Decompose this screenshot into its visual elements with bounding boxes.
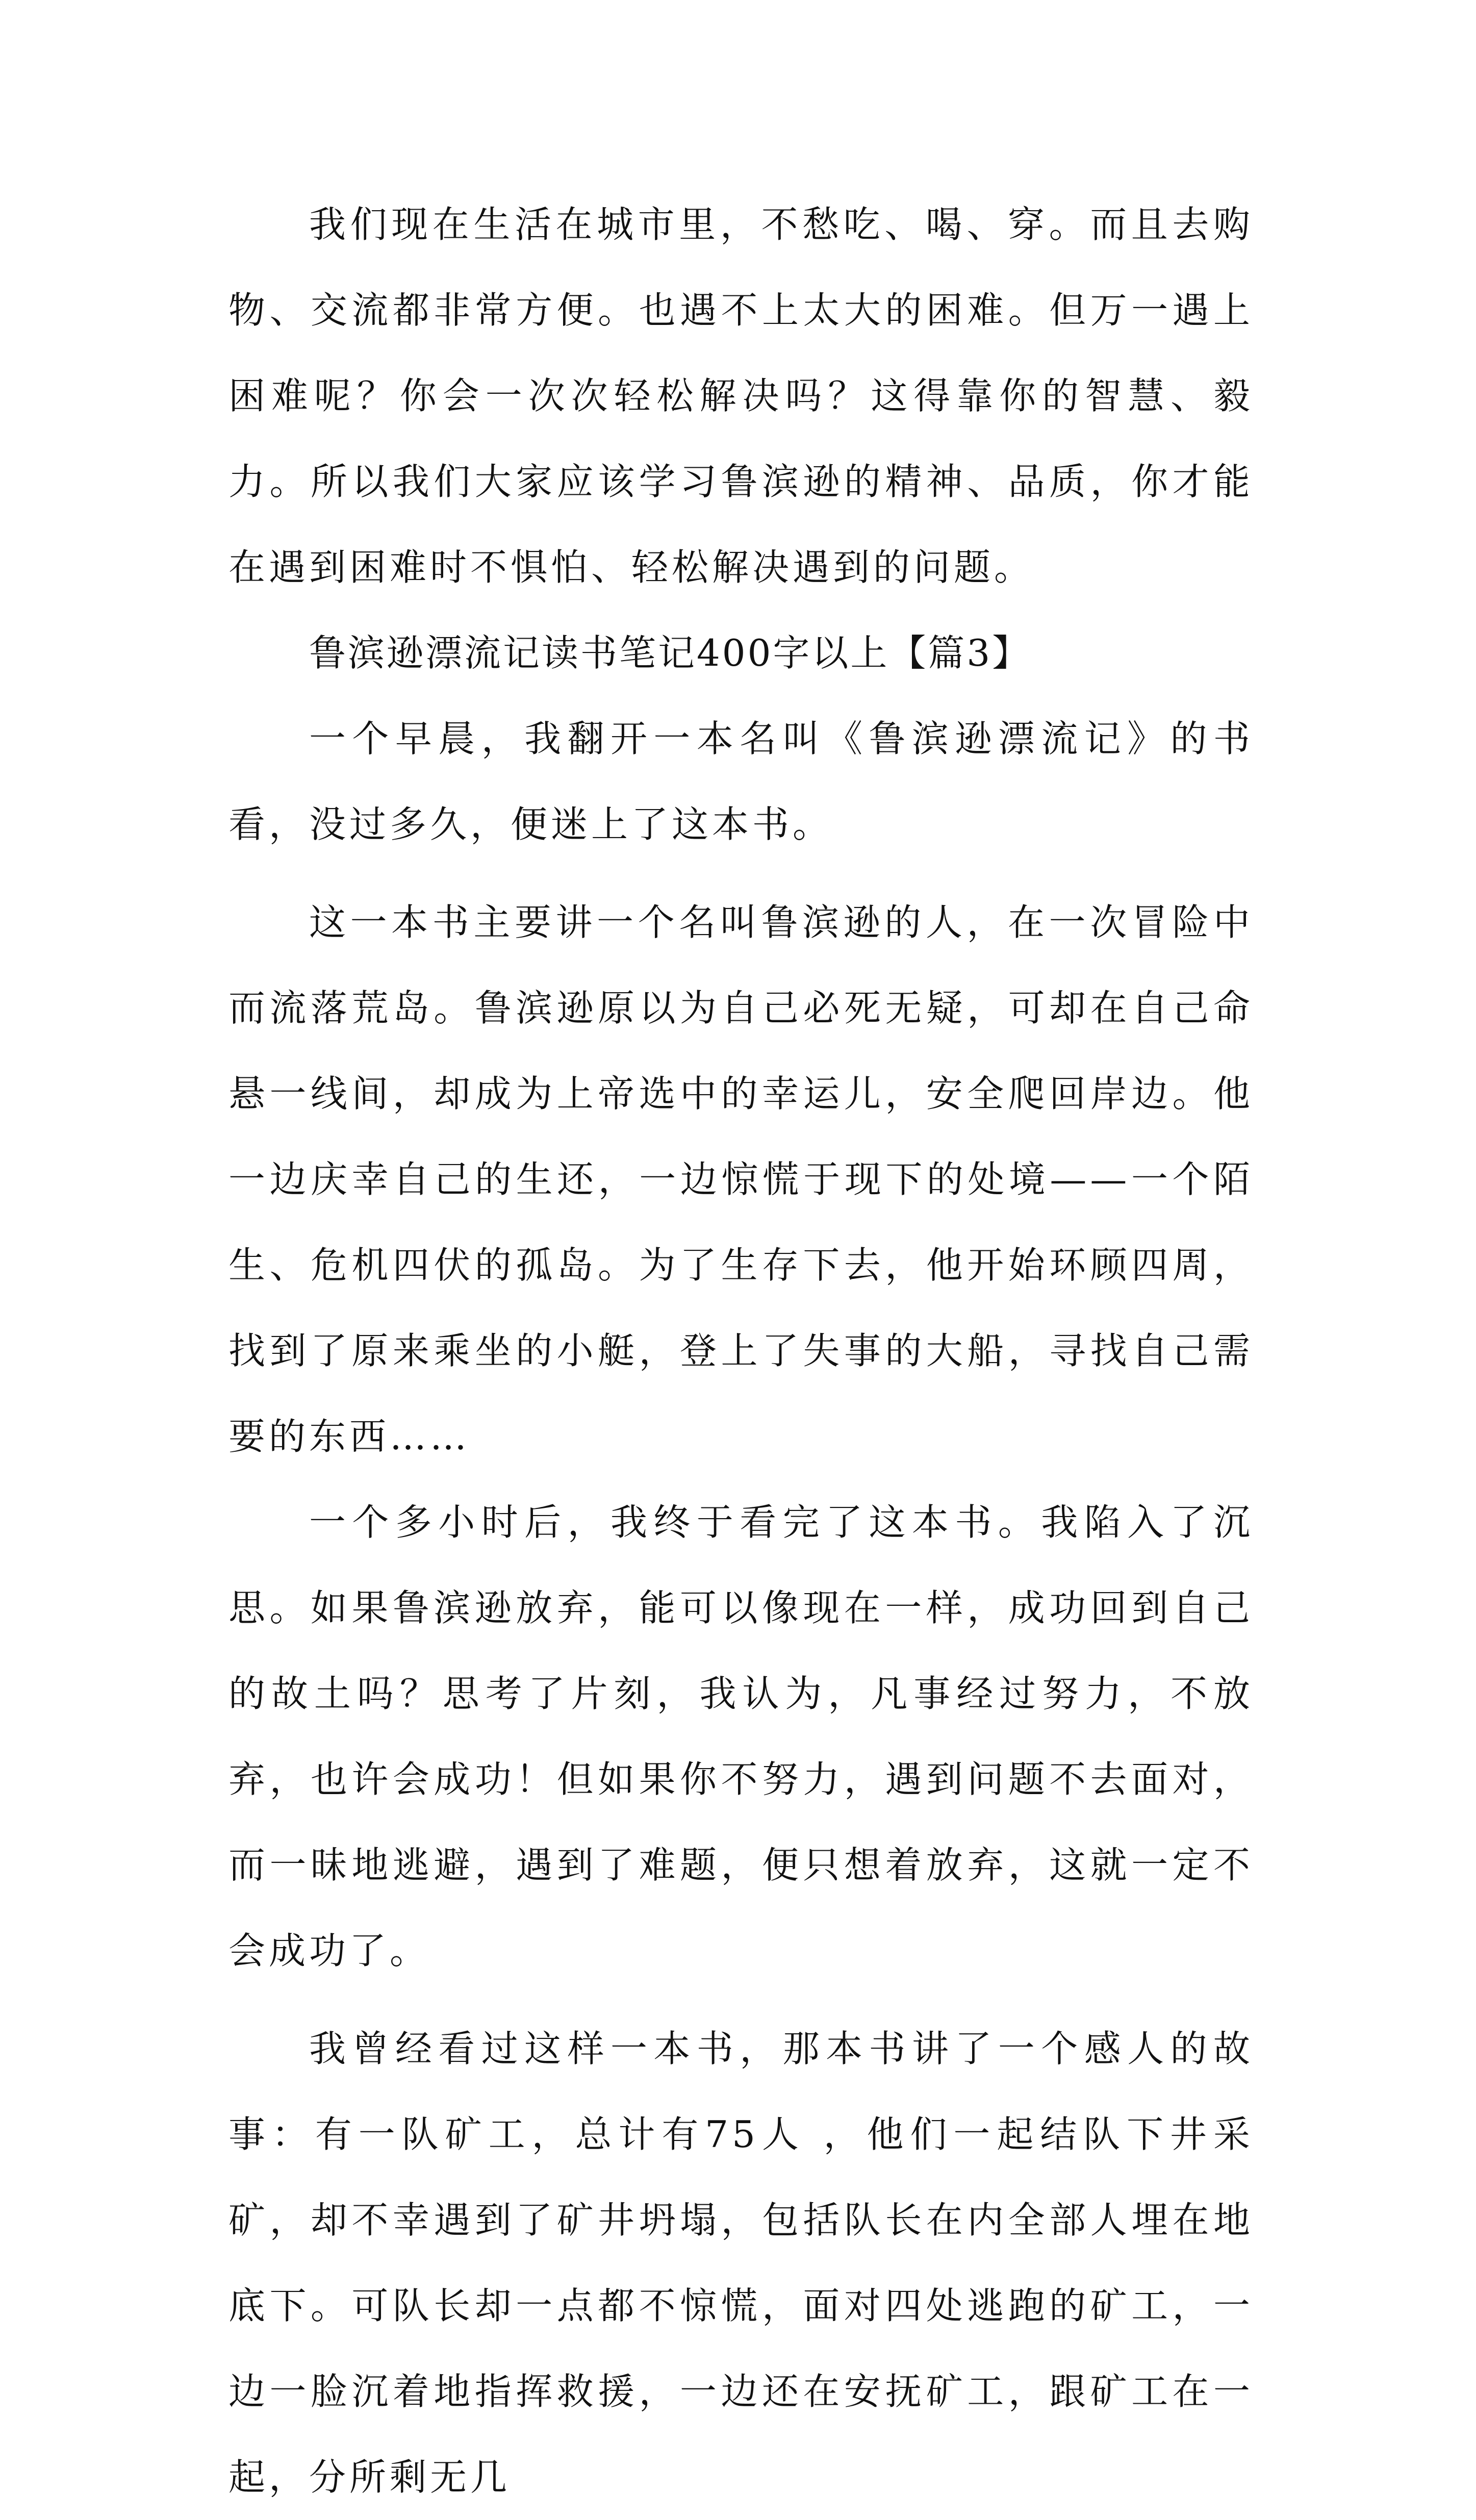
section-heading: 鲁滨逊漂流记读书笔记400字以上【篇3】: [309, 632, 1031, 674]
paragraph-miner-story: 我曾经看过这样一本书，那本书讲了一个感人的故事：有一队矿工，总计有75人 ，他们一起结队下井采矿，却不幸遇到了矿井坍塌，包括队长在内全部人埋在地底下。可队长却一点都不惊慌，面对四处逃跑的矿工，一边一脸沉着地指挥救援，一边还在安抚矿工，跟矿工在一起，分所剩无几: [228, 2027, 1254, 2499]
paragraph-city-life: 我们现在生活在城市里，不愁吃、喝、穿。而且去购物、交流都非常方便。也遇不上太大的困难。但万一遇上困难呢？你会一次次轻松解决吗？这得靠你的智慧、毅力。所以我们大家应该学习鲁滨逊的精神、品质，你才能在遇到困难时不惧怕、轻松解决遇到的问题。: [228, 203, 1254, 589]
paragraph-morning-reading: 一个早晨，我翻开一本名叫《鲁滨逊漂流记》的书看，没过多久，便迷上了这本书。: [228, 717, 1254, 846]
document-body: [228, 182, 1254, 2520]
paragraph-reflection: 一个多小时后，我终于看完了这本书。我陷入了沉思。如果鲁滨逊放弃，能可以像现在一样，成功回到自己的故土吗？思考了片刻，我认为，凡事经过努力，不放弃，也许会成功！但如果你不努力，遇到问题不去面对，而一昧地逃避，遇到了难题，便只想着放弃，这就一定不会成功了。: [228, 1501, 1254, 1972]
paragraph-story-summary: 这一本书主要讲一个名叫鲁滨逊的人，在一次冒险中而流落荒岛。鲁滨逊原以为自己必死无疑，可却在自己命悬一线间，却成为上帝选中的幸运儿，安全爬回岸边。他一边庆幸自己的生还，一边惊慌于现下的处境——一个陌生、危机四伏的孤岛。为了生存下去，他开始环顾四周，找到了原来乘坐的小艇，登上了失事的大船，寻找自己需要的东西……: [228, 901, 1254, 1458]
